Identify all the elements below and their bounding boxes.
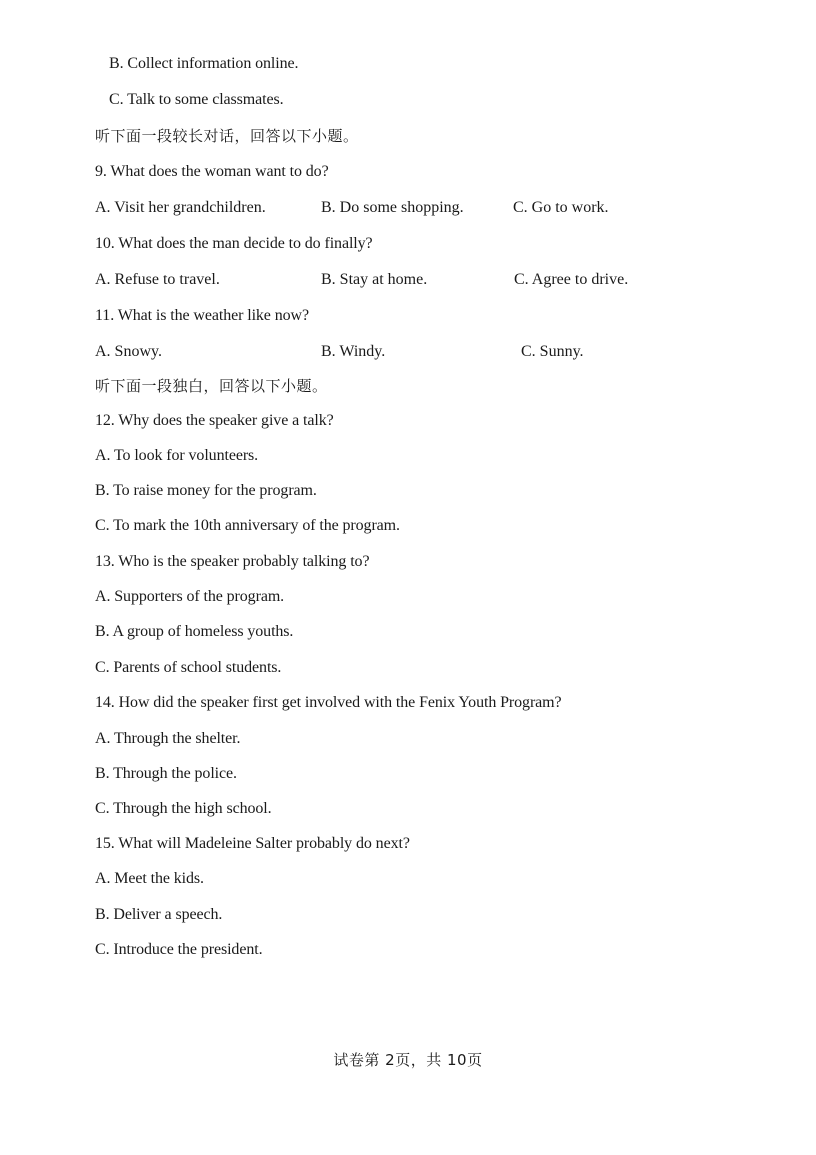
option-10b: B. Stay at home. (321, 271, 428, 288)
option-14a: A. Through the shelter. (95, 730, 241, 747)
question-14: 14. How did the speaker first get involved with the Fenix Youth Program? (95, 694, 562, 711)
option-13a: A. Supporters of the program. (95, 588, 285, 605)
question-11: 11. What is the weather like now? (95, 307, 309, 324)
option-10a: A. Refuse to travel. (95, 271, 220, 288)
option-14b: B. Through the police. (95, 765, 237, 782)
option-13b: B. A group of homeless youths. (95, 623, 294, 640)
option-9c: C. Go to work. (513, 199, 609, 216)
option-15c: C. Introduce the president. (95, 941, 263, 958)
option-10c: C. Agree to drive. (514, 271, 629, 288)
question-13: 13. Who is the speaker probably talking to? (95, 553, 370, 570)
option-9b: B. Do some shopping. (321, 199, 464, 216)
option-8b: B. Collect information online. (109, 55, 299, 72)
question-12: 12. Why does the speaker give a talk? (95, 412, 334, 429)
section-instruction-dialogue: 听下面一段较长对话，回答以下小题。 (95, 127, 359, 145)
question-9: 9. What does the woman want to do? (95, 163, 329, 180)
option-11b: B. Windy. (321, 343, 386, 360)
question-15: 15. What will Madeleine Salter probably do next? (95, 835, 410, 852)
option-15a: A. Meet the kids. (95, 870, 204, 887)
option-11c: C. Sunny. (521, 343, 584, 360)
option-12b: B. To raise money for the program. (95, 482, 317, 499)
option-8c: C. Talk to some classmates. (109, 91, 284, 108)
option-14c: C. Through the high school. (95, 800, 272, 817)
page-footer: 试卷第 2页，共 10页 (333, 1051, 483, 1069)
option-12a: A. To look for volunteers. (95, 447, 259, 464)
option-11a: A. Snowy. (95, 343, 162, 360)
option-12c: C. To mark the 10th anniversary of the program. (95, 517, 400, 534)
option-13c: C. Parents of school students. (95, 659, 282, 676)
question-10: 10. What does the man decide to do finally? (95, 235, 373, 252)
section-instruction-monologue: 听下面一段独白，回答以下小题。 (95, 377, 328, 395)
option-9a: A. Visit her grandchildren. (95, 199, 266, 216)
option-15b: B. Deliver a speech. (95, 906, 223, 923)
